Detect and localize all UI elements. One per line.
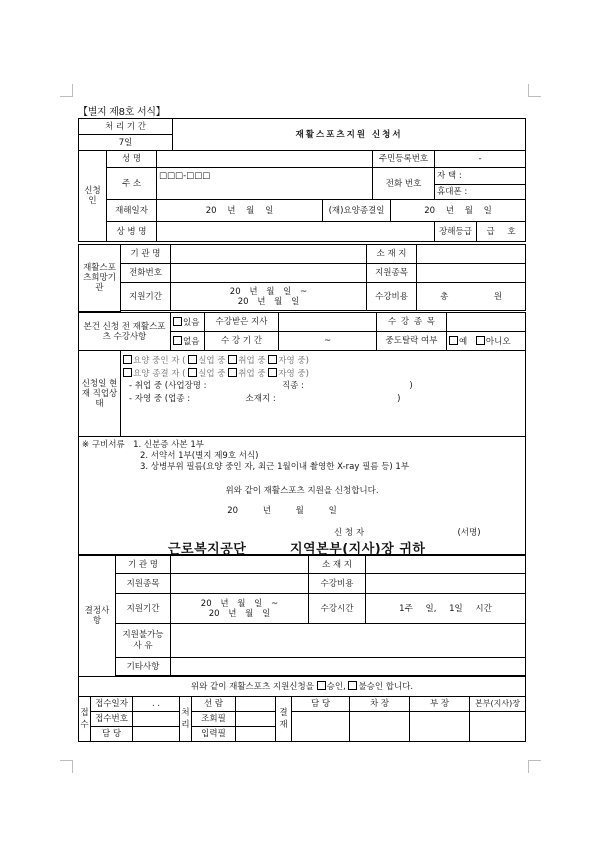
previous-yes-option[interactable]: 있음 xyxy=(171,313,205,332)
name-label: 성 명 xyxy=(107,151,157,168)
approval-line: 위와 같이 재활스포츠 지원신청을 승인, 불승인 합니다. xyxy=(79,677,526,697)
decision-fee-field[interactable] xyxy=(366,574,526,594)
prev-period-label: 수 강 기 간 xyxy=(205,332,279,351)
dropout-no-checkbox[interactable] xyxy=(476,336,485,345)
approval-sign-deputy[interactable] xyxy=(350,712,410,742)
paren-close: ) xyxy=(397,394,401,404)
applicant-section-label: 신청인 xyxy=(79,151,107,242)
addressee: 지역본부(지사)장 귀하 xyxy=(290,542,426,557)
injury-date-field[interactable]: 20 년 월 일 xyxy=(157,200,323,222)
checkbox[interactable] xyxy=(268,368,277,377)
checkbox[interactable] xyxy=(228,368,237,377)
checkbox[interactable] xyxy=(228,355,237,364)
checkbox[interactable] xyxy=(173,317,182,326)
grade-label: 장해등급 xyxy=(435,222,477,242)
employment-options: 요양 중인 자 ( 실업 중 취업 중 자영 중) 요양 종결 자 ( 실업 중 취업 중 자영 중) - 취업 중 (사업장명 : 직종 : ) - 자영 중 (업종 : 소재지 : ) xyxy=(121,351,526,437)
decision-location-label: 소 재 지 xyxy=(309,556,366,574)
decision-course-label: 지원종목 xyxy=(116,574,171,594)
etc-label: 기타사항 xyxy=(116,658,171,676)
approval-sign-director[interactable] xyxy=(410,712,470,742)
decision-course-field[interactable] xyxy=(171,574,309,594)
reject-checkbox[interactable] xyxy=(348,681,357,690)
care-end-field[interactable]: 20 년 월 일 xyxy=(391,200,526,222)
grade-field[interactable]: 급 호 xyxy=(477,222,526,242)
approve-label: 결재 xyxy=(276,697,292,742)
location-label: 소 재 지 xyxy=(367,245,417,264)
paren-close: ) xyxy=(409,381,413,391)
employment-section-label: 신청일 현재 직업상태 xyxy=(79,351,121,437)
prev-period-field[interactable]: ~ xyxy=(279,332,377,351)
decision-period-field[interactable] xyxy=(171,594,309,624)
self-employed-location-label: 소재지 : xyxy=(245,394,276,404)
previous-section-label: 본건 신청 전 재활스포츠 수강사항 xyxy=(79,313,171,351)
decision-period-label: 지원기간 xyxy=(116,594,171,624)
statement-text: 위와 같이 재활스포츠 지원을 신청합니다. xyxy=(225,486,379,496)
period-value: 7일 xyxy=(79,135,173,151)
approval-col-director: 부 장 xyxy=(410,697,470,712)
disease-field[interactable] xyxy=(157,222,435,242)
checkbox[interactable] xyxy=(268,355,277,364)
home-phone-field[interactable]: 자 택 : xyxy=(435,168,526,185)
hours-field[interactable]: 1주 일, 1일 시간 xyxy=(366,594,526,624)
tel-field[interactable] xyxy=(171,264,367,283)
receipt-staff-label: 담 당 xyxy=(91,727,133,742)
decision-period-line-2: 20 년 월 일 xyxy=(208,608,271,619)
period-line-2: 20 년 월 일 xyxy=(237,296,300,307)
injury-date-label: 재해일자 xyxy=(107,200,157,222)
applicant-sign-label: 신 청 자 xyxy=(334,528,365,538)
receipt-date-field[interactable]: . . xyxy=(133,697,180,712)
tel-label: 전화번호 xyxy=(121,264,171,283)
corner-mark xyxy=(528,760,541,773)
process-review-field[interactable] xyxy=(236,712,276,727)
branch-field[interactable] xyxy=(279,313,377,332)
mobile-phone-field[interactable]: 휴대폰 : xyxy=(435,185,526,200)
reason-field[interactable] xyxy=(171,624,526,658)
dropout-options[interactable]: 예 아니오 xyxy=(447,332,526,351)
previous-no-option[interactable]: 없음 xyxy=(171,332,205,351)
address-label: 주 소 xyxy=(107,168,157,200)
care-end-label: (재)요양종결일 xyxy=(323,200,391,222)
dropout-label: 중도탈락 여부 xyxy=(377,332,447,351)
checkbox[interactable] xyxy=(173,336,182,345)
receipt-no-label: 접수번호 xyxy=(91,712,133,727)
preferred-section-label: 재활스포츠희망기관 xyxy=(79,245,121,312)
checkbox[interactable] xyxy=(123,368,132,377)
documents-block xyxy=(79,437,526,555)
period-field[interactable] xyxy=(171,283,367,311)
document-item-2: 2. 서약서 1부(별지 제9호 서식) xyxy=(140,451,259,461)
approval-col-branch-head: 본부(지사)장 xyxy=(470,697,526,712)
receipt-label: 접수 xyxy=(79,697,91,742)
process-input-field[interactable] xyxy=(236,727,276,742)
rrn-label: 주민등록번호 xyxy=(373,151,435,168)
decision-period-line-1: 20 년 월 일 ~ xyxy=(200,598,279,609)
decision-fee-label: 수강비용 xyxy=(309,574,366,594)
receipt-staff-field[interactable] xyxy=(133,727,180,742)
prev-course-label: 수 강 종 목 xyxy=(377,313,447,332)
approval-sign-staff[interactable] xyxy=(292,712,350,742)
process-clerk-label: 선 람 xyxy=(192,697,236,712)
name-field[interactable] xyxy=(157,151,373,168)
fee-field[interactable] xyxy=(417,283,526,311)
agency-name: 근로복지공단 xyxy=(168,542,247,557)
approval-sign-branch-head[interactable] xyxy=(470,712,526,742)
corner-mark xyxy=(60,84,73,97)
course-field[interactable] xyxy=(417,264,526,283)
prev-course-field[interactable] xyxy=(447,313,526,332)
approve-checkbox[interactable] xyxy=(317,681,326,690)
documents-label: ※ 구비서류 xyxy=(82,440,125,450)
branch-label: 수강받은 지사 xyxy=(205,313,279,332)
decision-location-field[interactable] xyxy=(366,556,526,574)
etc-field[interactable] xyxy=(171,658,526,676)
dropout-yes-checkbox[interactable] xyxy=(449,336,458,345)
address-field[interactable]: □□□-□□□ xyxy=(157,168,373,200)
approval-col-deputy: 차 장 xyxy=(350,697,410,712)
disease-label: 상 병 명 xyxy=(107,222,157,242)
sign-placeholder[interactable]: (서명) xyxy=(457,528,481,538)
phone-label: 전화 번호 xyxy=(373,168,435,200)
previous-table xyxy=(78,312,526,351)
process-review-label: 조회필 xyxy=(192,712,236,727)
checkbox[interactable] xyxy=(123,355,132,364)
application-table xyxy=(78,118,526,242)
statement-date: 20 년 월 일 xyxy=(227,506,337,516)
decision-org-field[interactable] xyxy=(171,556,309,574)
approval-text: 위와 같이 재활스포츠 지원신청을 xyxy=(190,682,314,692)
hours-label: 수강시간 xyxy=(309,594,366,624)
decision-section-label: 결정사항 xyxy=(79,556,116,677)
rrn-field[interactable]: - xyxy=(435,151,526,168)
period-label: 처 리 기 간 xyxy=(79,119,173,135)
corner-mark xyxy=(528,84,541,97)
process-input-label: 입력필 xyxy=(192,727,236,742)
checkbox[interactable] xyxy=(188,355,197,364)
location-field[interactable] xyxy=(417,245,526,264)
fee-label: 수강비용 xyxy=(367,283,417,311)
checkbox[interactable] xyxy=(188,368,197,377)
approval-line-table xyxy=(78,676,526,697)
fee-won: 원 xyxy=(493,291,502,302)
document-item-1: 1. 신분증 사본 1부 xyxy=(133,440,204,450)
course-label: 지원종목 xyxy=(367,264,417,283)
decision-org-label: 기 관 명 xyxy=(116,556,171,574)
approval-col-staff: 담 당 xyxy=(292,697,350,712)
corner-mark xyxy=(60,760,73,773)
process-clerk-field[interactable] xyxy=(236,697,276,712)
document-item-3: 3. 상병부위 필름(요양 중인 자, 최근 1월이내 촬영한 X-ray 필름 등) 1부 xyxy=(140,462,410,472)
receipt-no-field[interactable] xyxy=(133,712,180,727)
preferred-table xyxy=(78,244,526,312)
employed-workplace-label: - 취업 중 (사업장명 : xyxy=(129,381,207,391)
period-line-1: 20 년 월 일 ~ xyxy=(229,286,308,297)
self-employed-label: - 자영 중 (업종 : xyxy=(129,394,191,404)
footer-table xyxy=(78,696,526,742)
employment-table xyxy=(78,350,526,437)
receipt-date-label: 접수일자 xyxy=(91,697,133,712)
fee-total: 총 xyxy=(440,291,449,302)
org-field[interactable] xyxy=(171,245,367,264)
form-title: 재활스포츠지원 신청서 xyxy=(173,119,526,151)
org-label: 기 관 명 xyxy=(121,245,171,264)
reason-label: 지원불가능 사 유 xyxy=(116,624,171,658)
process-label: 처리 xyxy=(180,697,192,742)
decision-table xyxy=(78,555,526,677)
period-label: 지원기간 xyxy=(121,283,171,311)
employed-job-label: 직종 : xyxy=(281,381,304,391)
form-number: 【별지 제8호 서식】 xyxy=(78,107,166,118)
